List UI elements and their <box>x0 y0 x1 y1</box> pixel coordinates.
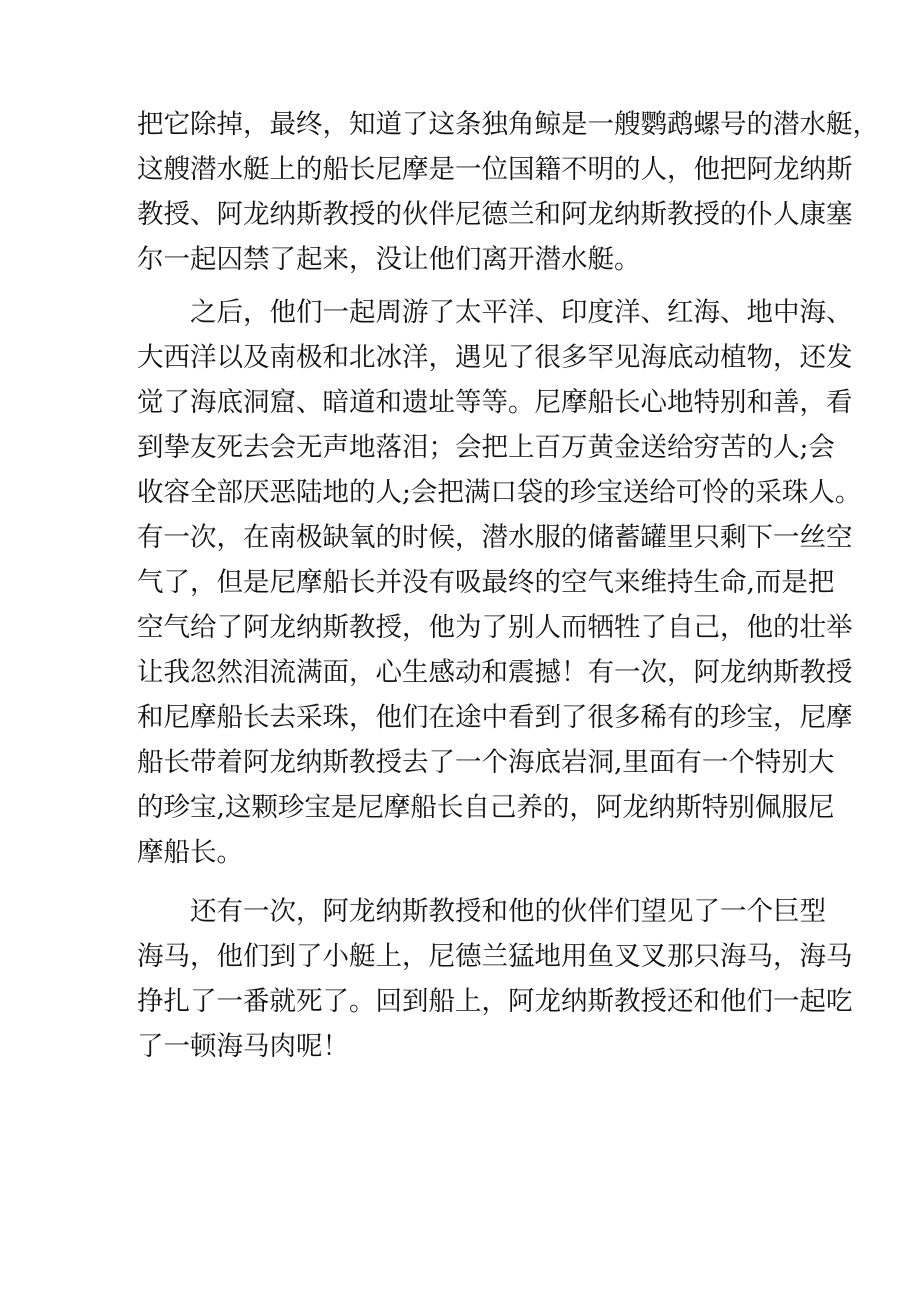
text-line: 大西洋以及南极和北冰洋，遇见了很多罕见海底动植物，还发 <box>137 342 853 373</box>
text-line: 觉了海底洞窟、暗道和遗址等等。尼摩船长心地特别和善，看 <box>137 387 853 418</box>
text-line: 摩船长。 <box>137 837 243 868</box>
text-line: 之后，他们一起周游了太平洋、印度洋、红海、地中海、 <box>190 297 853 328</box>
text-line: 教授、阿龙纳斯教授的伙伴尼德兰和阿龙纳斯教授的仆人康塞 <box>137 199 853 230</box>
text-line: 尔一起囚禁了起来，没让他们离开潜水艇。 <box>137 244 641 275</box>
text-line: 把它除掉，最终，知道了这条独角鲸是一艘鹦鹉螺号的潜水艇， <box>137 109 879 140</box>
text-line: 收容全部厌恶陆地的人;会把满口袋的珍宝送给可怜的采珠人。 <box>137 477 862 508</box>
text-line: 让我忽然泪流满面，心生感动和震撼！有一次，阿龙纳斯教授 <box>137 657 853 688</box>
paragraph-2 <box>137 290 862 875</box>
paragraph-3 <box>137 889 853 1069</box>
text-line: 有一次，在南极缺氧的时候，潜水服的储蓄罐里只剩下一丝空 <box>137 522 853 553</box>
text-line: 挣扎了一番就死了。回到船上，阿龙纳斯教授还和他们一起吃 <box>137 986 853 1017</box>
body-text <box>137 102 879 1069</box>
text-line: 气了，但是尼摩船长并没有吸最终的空气来维持生命,而是把 <box>137 567 835 598</box>
text-line: 空气给了阿龙纳斯教授，他为了别人而牺牲了自己，他的壮举 <box>137 612 853 643</box>
text-line: 这艘潜水艇上的船长尼摩是一位国籍不明的人，他把阿龙纳斯 <box>137 154 853 185</box>
text-line: 还有一次，阿龙纳斯教授和他的伙伴们望见了一个巨型 <box>190 896 826 927</box>
text-line: 了一顿海马肉呢！ <box>137 1031 349 1062</box>
text-line: 海马，他们到了小艇上，尼德兰猛地用鱼叉叉那只海马，海马 <box>137 941 853 972</box>
paragraph-1 <box>137 102 879 282</box>
text-line: 的珍宝,这颗珍宝是尼摩船长自己养的，阿龙纳斯特别佩服尼 <box>137 792 835 823</box>
text-line: 船长带着阿龙纳斯教授去了一个海底岩洞,里面有一个特别大 <box>137 747 835 778</box>
text-line: 到挚友死去会无声地落泪；会把上百万黄金送给穷苦的人;会 <box>137 432 835 463</box>
text-line: 和尼摩船长去采珠，他们在途中看到了很多稀有的珍宝，尼摩 <box>137 702 853 733</box>
